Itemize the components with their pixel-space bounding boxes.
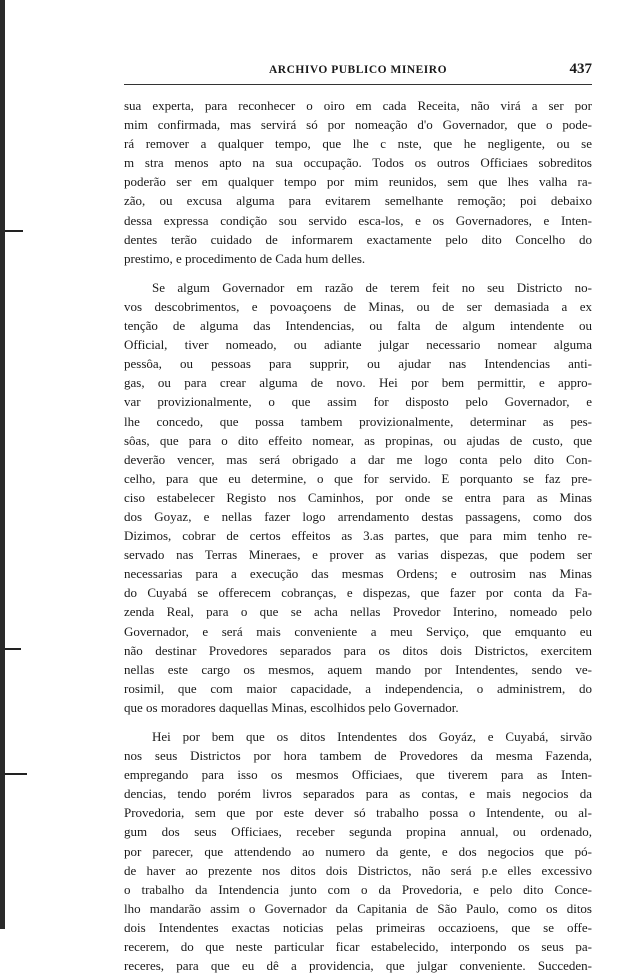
text-line: do Cuyabá se offerecem cobranças, e dispezas, que fazer por conta da Fa- [124, 585, 592, 601]
text-line: celho, para que eu determine, o que for servido. E porquanto se faz pre- [124, 470, 592, 486]
body-text [124, 96, 592, 975]
text-line: vos descobrimentos, e povoaçoens de Minas, ou de ser demasiada a ex [124, 298, 592, 314]
text-line: pessôa, ou pessoas para supprir, ou ajudar nas Intendencias anti- [124, 356, 592, 372]
paragraph [124, 96, 592, 268]
text-line: tenção de alguma das Intendencias, ou falta de algum intendente ou [124, 318, 592, 334]
text-line: empregando para isso os mesmos Officiaes, que tiverem para as Inten- [124, 767, 592, 783]
text-line: dos Goyaz, e nellas fazer logo arrendamento destas passagens, como dos [124, 508, 592, 524]
text-line: nos seus Districtos por hora tambem de Provedores da mesma Fazenda, [124, 748, 592, 764]
text-line: sua experta, para reconhecer o oiro em cada Receita, não virá a ser por [124, 98, 592, 113]
text-line: nellas este cargo os mesmos, aquem mando por Intendentes, sendo ve- [124, 661, 592, 677]
paragraph [124, 727, 592, 975]
text-line: não destinar Provedores separados para os ditos dois Districtos, exercitem [124, 642, 592, 658]
text-line: sôas, que para o dito effeito nomear, as propinas, ou ajudas de custo, que [124, 432, 592, 448]
text-line: deverão vencer, mas será obrigado a dar me logo conta pelo dito Con- [124, 451, 592, 467]
text-line: dentes terão cuidado de informarem exactamente pelo dito Concelho do [124, 231, 592, 247]
paragraph-gap [124, 268, 592, 278]
page-edge-rule [0, 0, 5, 929]
text-line: dois Intendentes exactas noticias pelas primeiras occazioens, que se offe- [124, 919, 592, 935]
text-line: receres, para que eu dê a providencia, que julgar conveniente. Succeden- [124, 958, 592, 974]
text-line: gas, ou para crear alguma de novo. Hei por bem permittir, e appro- [124, 375, 592, 391]
text-line: Official, tiver nomeado, ou adiante julgar necessario nomear alguma [124, 337, 592, 353]
text-line: necessarias para a execução das mesmas Ordens; e outrosim nas Minas [124, 566, 592, 582]
text-line: ciso estabelecer Registo nos Caminhos, por onde se entra para as Minas [124, 489, 592, 505]
text-line: que os moradores daquellas Minas, escolhidos pelo Governador. [124, 699, 459, 715]
text-line: dessa expressa condição sou servido esca-los, e os Governadores, e Inten- [124, 212, 592, 228]
text-line: recerem, do que neste particular ficar estabelecido, interpondo os seus pa- [124, 939, 592, 955]
text-line: de haver ao prezente nos ditos dois Districtos, não será p.e elles excessivo [124, 862, 592, 878]
text-line: dencias, tendo porém livros separados para as contas, e mais negocios da [124, 786, 592, 802]
text-line: poderão ser em qualquer tempo por mim reunidos, sem que lhes valha ra- [124, 174, 592, 190]
text-line: Provedoria, sem que por este dever só trabalho possa o Intendente, ou al- [124, 805, 592, 821]
text-line: mim confirmada, mas servirá só por nomeação d'o Governador, que o pode- [124, 117, 592, 133]
margin-mark [5, 773, 27, 775]
text-line: o trabalho da Intendencia junto com o da Provedoria, e pelo dito Conce- [124, 881, 592, 897]
text-line: Governador, e será mais conveniente a meu Serviço, que emquanto eu [124, 623, 592, 639]
margin-mark [5, 648, 21, 650]
text-line: gum dos seus Officiaes, receber segunda propina annual, ou ordenado, [124, 824, 592, 840]
text-line: Dizimos, cobrar de certos effeitos as 3.as partes, que para mim tenho re- [124, 528, 592, 544]
margin-mark [5, 230, 23, 232]
text-line: m stra menos apto na sua occupação. Todos os outros Officiaes sobreditos [124, 155, 592, 171]
text-line: por parecer, que attendendo ao numero da gente, e dos negocios que pó- [124, 843, 592, 859]
running-title: ARCHIVO PUBLICO MINEIRO [268, 64, 448, 76]
text-line: Hei por bem que os ditos Intendentes dos Goyáz, e Cuyabá, sirvão [152, 729, 592, 744]
running-header [124, 60, 592, 82]
paragraph-gap [124, 717, 592, 727]
header-rule [124, 84, 592, 85]
paragraph [124, 278, 592, 717]
text-line: Se algum Governador em razão de terem feit no seu Districto no- [152, 279, 592, 295]
text-line: lho mandarão assim o Governador da Capitania de São Paulo, como os ditos [124, 900, 592, 916]
page-number: 437 [569, 61, 592, 77]
text-line: zenda Real, para o que se acha nellas Provedor Interino, nomeado pelo [124, 604, 592, 620]
text-line: zão, ou excusa alguma para evitarem semelhante remoção; poi debaixo [124, 193, 592, 209]
text-line: rosimil, que com maior capacidade, a independencia, o administrem, do [124, 680, 592, 696]
text-line: servado nas Terras Mineraes, e prover as varias dispezas, que podem ser [124, 547, 592, 563]
text-line: lhe concedo, que possa tambem provizionalmente, determinar as pes- [124, 413, 592, 429]
text-line: var provizionalmente, o que assim for disposto pelo Governador, e [124, 394, 592, 410]
text-line: prestimo, e procedimento de Cada hum delles. [124, 250, 366, 266]
text-line: rá remover a qualquer tempo, que lhe c nste, que he negligente, ou se [124, 136, 592, 152]
